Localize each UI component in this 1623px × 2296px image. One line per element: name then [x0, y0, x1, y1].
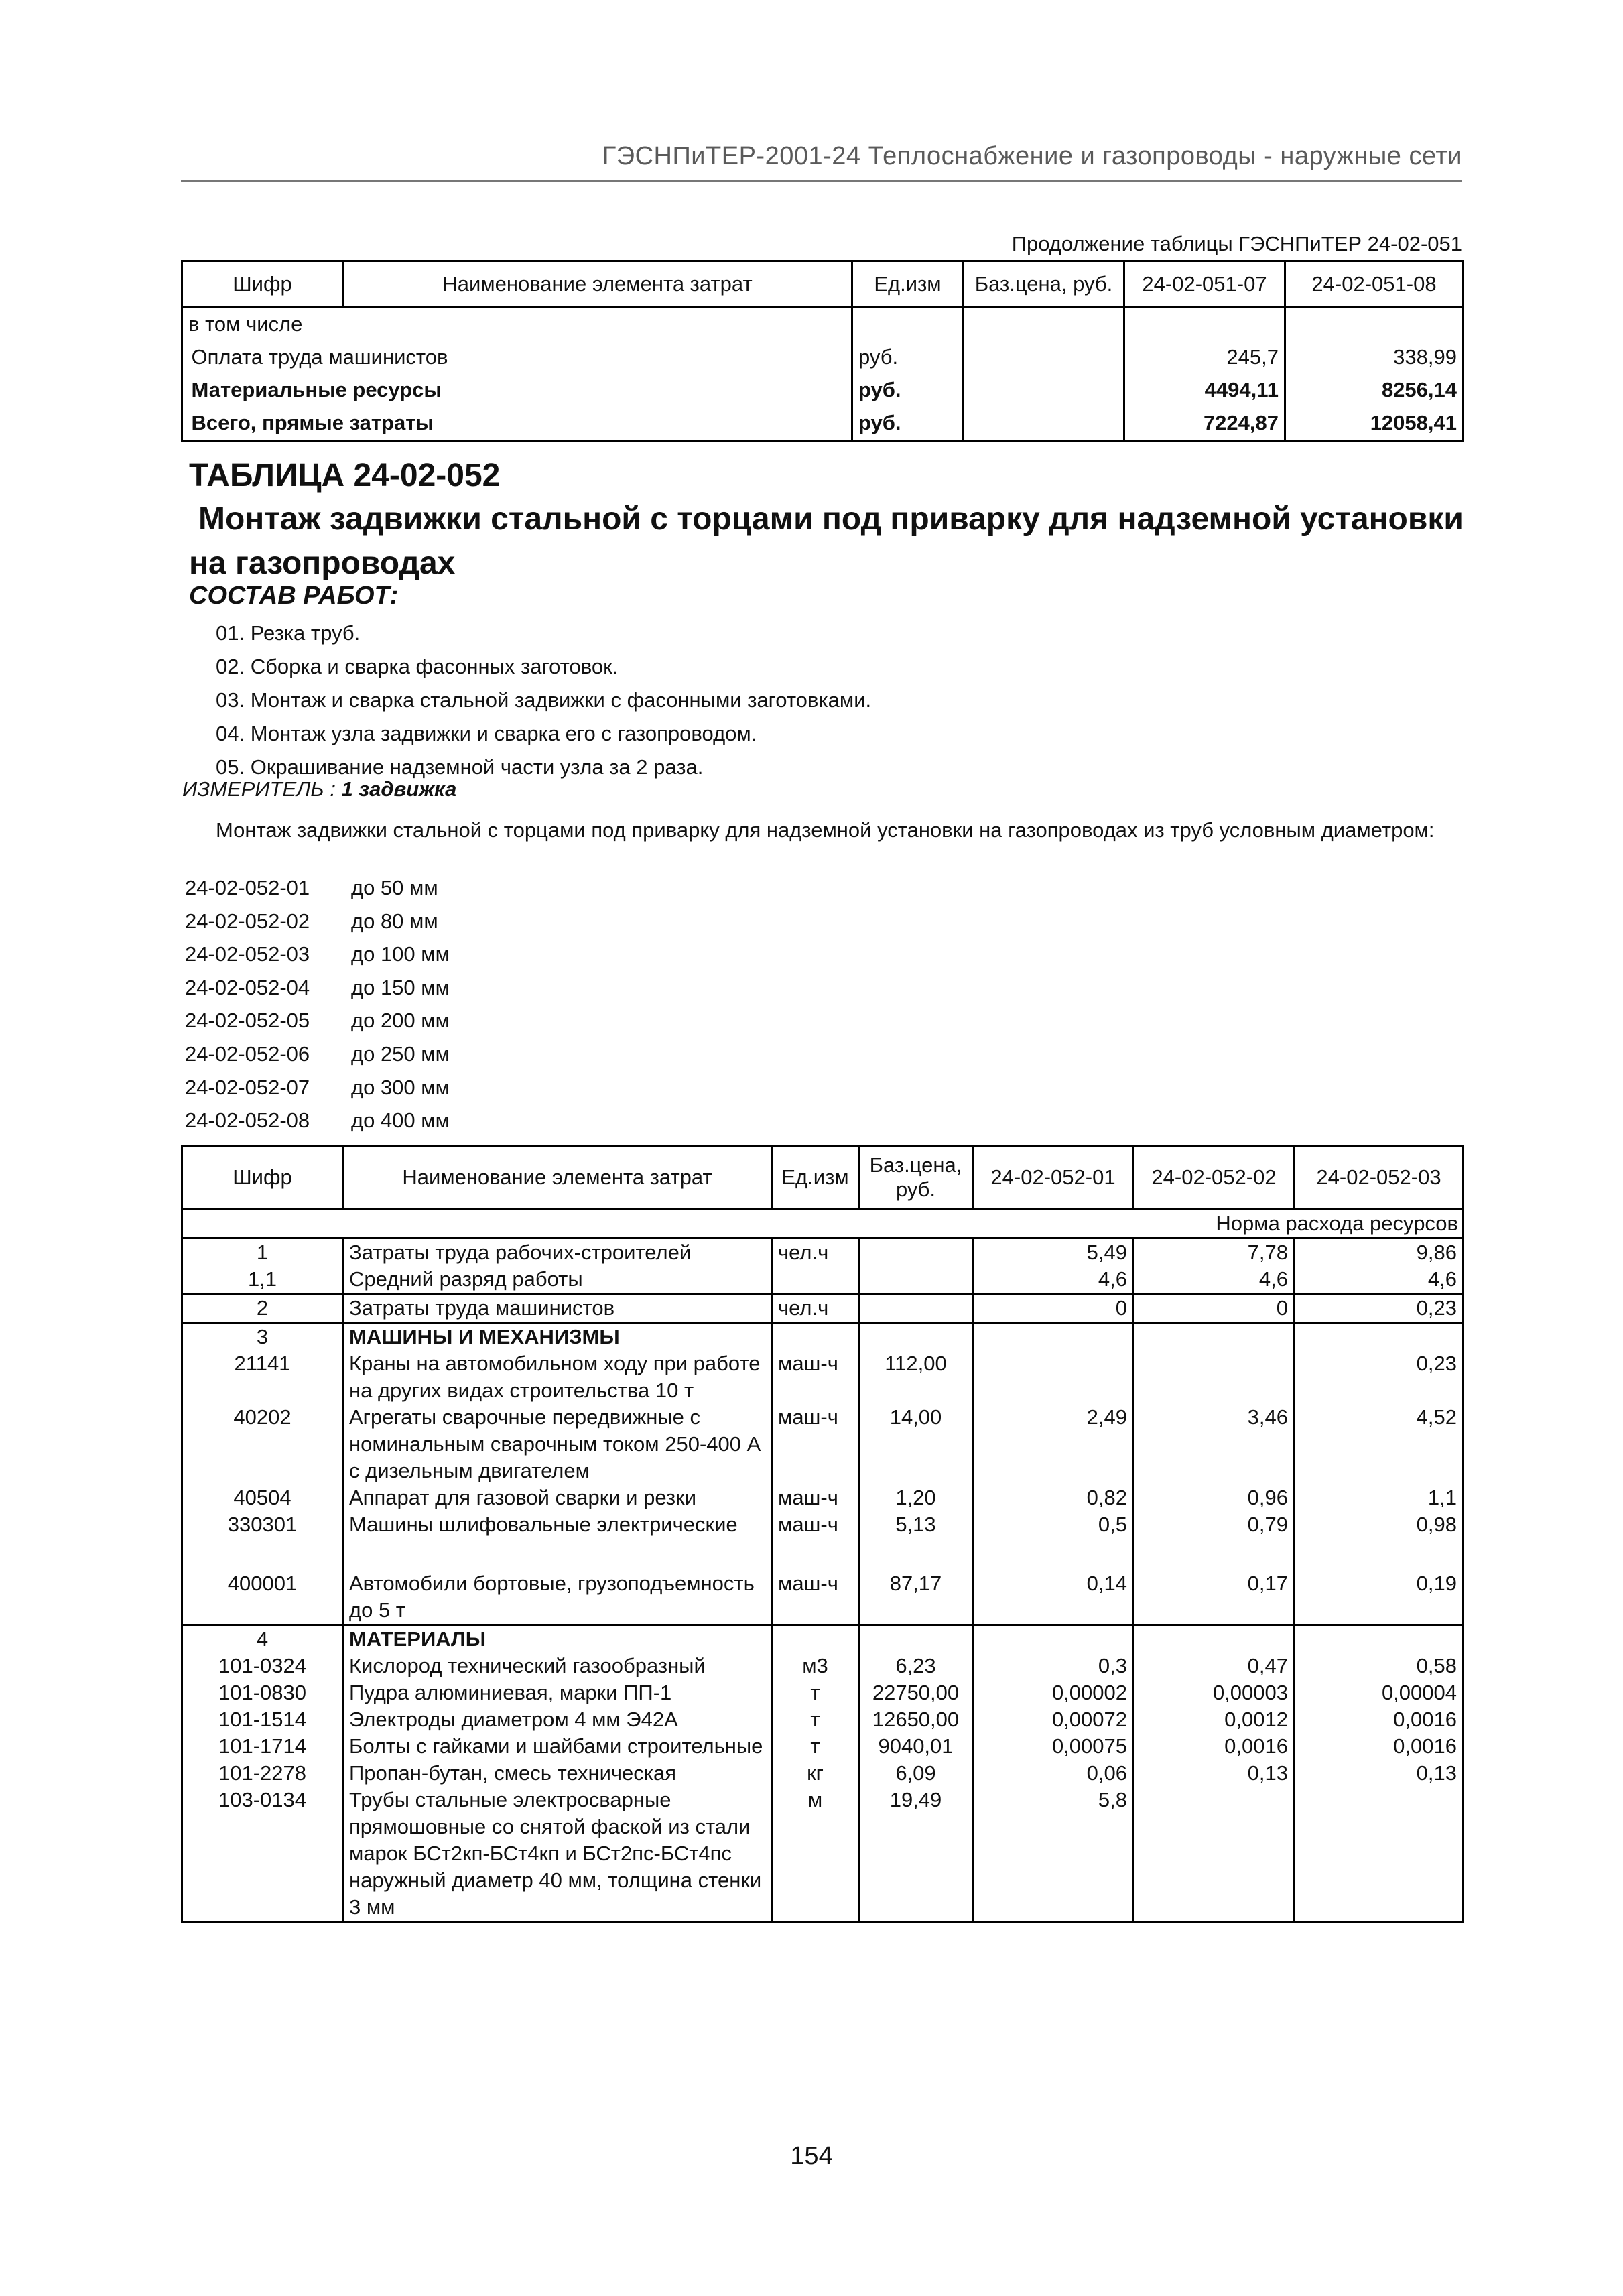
header-price: Баз.цена, руб.: [859, 1146, 973, 1210]
row-price: 6,23: [859, 1653, 973, 1679]
row-code: 101-1714: [182, 1733, 343, 1760]
row-name: Пудра алюминиевая, марки ПП-1: [343, 1679, 772, 1706]
row-value-01: 5,49: [973, 1238, 1134, 1267]
norma-label: Норма расхода ресурсов: [182, 1210, 1464, 1238]
header-col-07: 24-02-051-07: [1124, 261, 1285, 308]
table-title: ТАБЛИЦА 24-02-052: [189, 458, 501, 493]
row-name-text: Всего, прямые затраты: [191, 411, 434, 434]
row-value-02: [1134, 1323, 1295, 1351]
code-list: [185, 871, 450, 1137]
meter-label: ИЗМЕРИТЕЛЬ :: [182, 777, 336, 801]
page-number: 154: [790, 2142, 833, 2170]
row-value-08: 8256,14: [1285, 374, 1464, 407]
table-row: [182, 1511, 1464, 1570]
row-unit: т: [772, 1679, 859, 1706]
work-item: 02. Сборка и сварка фасонных заготовок.: [216, 655, 619, 678]
code-desc: до 150 мм: [351, 975, 450, 999]
header-col-01: 24-02-052-01: [973, 1146, 1134, 1210]
row-value-01: 0,5: [973, 1511, 1134, 1570]
code-desc: до 50 мм: [351, 876, 438, 899]
table-row: [182, 1404, 1464, 1484]
row-value-03: 0,58: [1295, 1653, 1464, 1679]
row-price: [859, 1294, 973, 1323]
header-unit: Ед.изм: [852, 261, 964, 308]
row-code: 40202: [182, 1404, 343, 1484]
row-name: [191, 374, 852, 407]
header-unit: Ед.изм: [772, 1146, 859, 1210]
row-unit: т: [772, 1706, 859, 1733]
row-name: МАШИНЫ И МЕХАНИЗМЫ: [343, 1323, 772, 1351]
header-rule: [181, 180, 1462, 182]
row-unit: маш-ч: [772, 1350, 859, 1404]
row-name: МАТЕРИАЛЫ: [343, 1625, 772, 1653]
row-value-02: 0,47: [1134, 1653, 1295, 1679]
row-value-02: 0: [1134, 1294, 1295, 1323]
work-item: 05. Окрашивание надземной части узла за 2 раза.: [216, 755, 704, 779]
table-row: [182, 1570, 1464, 1625]
row-price: [964, 308, 1124, 342]
header-code: Шифр: [182, 1146, 343, 1210]
code: 24-02-052-01: [185, 876, 310, 899]
code-row: [185, 1104, 450, 1137]
row-code: 330301: [182, 1511, 343, 1570]
row-name: Кислород технический газообразный: [343, 1653, 772, 1679]
row-value-02: 0,17: [1134, 1570, 1295, 1625]
row-price: 87,17: [859, 1570, 973, 1625]
row-code: 101-0324: [182, 1653, 343, 1679]
row-code: 4: [182, 1625, 343, 1653]
row-value-01: 4,6: [973, 1266, 1134, 1294]
work-item: 04. Монтаж узла задвижки и сварка его с газопроводом.: [216, 722, 757, 745]
row-code: 21141: [182, 1350, 343, 1404]
row-value-02: [1134, 1350, 1295, 1404]
row-price: 6,09: [859, 1760, 973, 1787]
row-price: 1,20: [859, 1484, 973, 1511]
row-value-08: 12058,41: [1285, 407, 1464, 441]
header-code: Шифр: [182, 261, 343, 308]
row-value-02: 3,46: [1134, 1404, 1295, 1484]
norma-row: [182, 1210, 1464, 1238]
row-unit: [772, 1323, 859, 1351]
row-value-01: [973, 1625, 1134, 1653]
code-row: [185, 1004, 450, 1037]
row-code: 1,1: [182, 1266, 343, 1294]
table-row: [182, 1294, 1464, 1323]
code: 24-02-052-05: [185, 1009, 310, 1033]
row-unit: руб.: [852, 374, 964, 407]
row-price: [859, 1323, 973, 1351]
code: 24-02-052-06: [185, 1041, 310, 1066]
row-code: 400001: [182, 1570, 343, 1625]
header-col-02: 24-02-052-02: [1134, 1146, 1295, 1210]
row-value-03: 0,13: [1295, 1760, 1464, 1787]
row-value-01: 0,00072: [973, 1706, 1134, 1733]
row-value-03: 0,0016: [1295, 1706, 1464, 1733]
header-price: Баз.цена, руб.: [964, 261, 1124, 308]
code-desc: до 400 мм: [351, 1108, 450, 1133]
row-unit: руб.: [852, 341, 964, 374]
row-price: 14,00: [859, 1404, 973, 1484]
row-unit: т: [772, 1733, 859, 1760]
intro-text: Монтаж задвижки стальной с торцами под приварку для надземной установки на газопроводах из труб условным диаметром:: [216, 818, 1435, 842]
code-desc: до 100 мм: [351, 942, 450, 966]
row-price: 112,00: [859, 1350, 973, 1404]
row-code: 101-2278: [182, 1760, 343, 1787]
row-value-03: 0,19: [1295, 1570, 1464, 1625]
row-unit: руб.: [852, 407, 964, 441]
row-unit: маш-ч: [772, 1404, 859, 1484]
row-price: [964, 374, 1124, 407]
code-desc: до 80 мм: [351, 909, 438, 933]
work-list: [216, 617, 871, 784]
row-value-02: 0,0012: [1134, 1706, 1295, 1733]
row-value-03: 4,6: [1295, 1266, 1464, 1294]
row-code: 101-1514: [182, 1706, 343, 1733]
table-row: [182, 1679, 1464, 1706]
row-price: [964, 341, 1124, 374]
row-price: 9040,01: [859, 1733, 973, 1760]
row-value-01: 5,8: [973, 1787, 1134, 1922]
row-unit: чел.ч: [772, 1294, 859, 1323]
code: 24-02-052-08: [185, 1108, 310, 1133]
row-unit: маш-ч: [772, 1484, 859, 1511]
row-code: 103-0134: [182, 1787, 343, 1922]
row-value-03: 0,00004: [1295, 1679, 1464, 1706]
work-item: 01. Резка труб.: [216, 621, 361, 645]
top-table: [181, 260, 1464, 442]
row-price: [859, 1266, 973, 1294]
row-unit: чел.ч: [772, 1238, 859, 1267]
row-value-02: [1134, 1625, 1295, 1653]
row-value-01: 0: [973, 1294, 1134, 1323]
row-value-02: 0,0016: [1134, 1733, 1295, 1760]
row-unit: [852, 308, 964, 342]
code-desc: до 250 мм: [351, 1041, 450, 1066]
table-row: [182, 1733, 1464, 1760]
running-header: ГЭСНПиТЕР-2001-24 Теплоснабжение и газопроводы - наружные сети: [602, 142, 1462, 170]
row-unit: маш-ч: [772, 1511, 859, 1570]
row-value-01: 0,82: [973, 1484, 1134, 1511]
row-name: [191, 407, 852, 441]
row-price: 5,13: [859, 1511, 973, 1570]
row-unit: [772, 1266, 859, 1294]
header-name: Наименование элемента затрат: [343, 1146, 772, 1210]
work-composition-heading: СОСТАВ РАБОТ:: [189, 582, 399, 610]
row-value-01: [973, 1323, 1134, 1351]
row-name: Пропан-бутан, смесь техническая: [343, 1760, 772, 1787]
table-row: [182, 1266, 1464, 1294]
row-value-03: [1295, 1323, 1464, 1351]
code-row: [185, 971, 450, 1005]
code-desc: до 300 мм: [351, 1075, 450, 1099]
row-value-07: [1124, 308, 1285, 342]
row-value-01: 0,00075: [973, 1733, 1134, 1760]
row-value-01: 0,3: [973, 1653, 1134, 1679]
table-row: [182, 374, 1464, 407]
row-value-02: 0,96: [1134, 1484, 1295, 1511]
row-name-text: Оплата труда машинистов: [191, 345, 448, 369]
row-value-02: 4,6: [1134, 1266, 1295, 1294]
row-value-03: 0,98: [1295, 1511, 1464, 1570]
table-row: [182, 1787, 1464, 1922]
row-code: 2: [182, 1294, 343, 1323]
table-row: [182, 1350, 1464, 1404]
code: 24-02-052-04: [185, 975, 310, 999]
row-price: 19,49: [859, 1787, 973, 1922]
row-code: 3: [182, 1323, 343, 1351]
table-row: [182, 1484, 1464, 1511]
row-value-03: 1,1: [1295, 1484, 1464, 1511]
table-row: [182, 407, 1464, 441]
row-name: в том числе: [188, 312, 303, 336]
row-price: [859, 1625, 973, 1653]
continuation-caption: Продолжение таблицы ГЭСНПиТЕР 24-02-051: [1011, 232, 1462, 255]
row-unit: м: [772, 1787, 859, 1922]
header-col-08: 24-02-051-08: [1285, 261, 1464, 308]
table-row: [182, 308, 1464, 342]
row-price: 12650,00: [859, 1706, 973, 1733]
row-unit: [772, 1625, 859, 1653]
row-unit: кг: [772, 1760, 859, 1787]
row-name-text: Материальные ресурсы: [191, 378, 442, 401]
meter: [182, 777, 456, 802]
row-value-07: 4494,11: [1124, 374, 1285, 407]
row-unit: маш-ч: [772, 1570, 859, 1625]
row-value-03: 4,52: [1295, 1404, 1464, 1484]
code: 24-02-052-02: [185, 909, 310, 933]
meter-value: 1 задвижка: [341, 777, 457, 801]
code-row: [185, 1071, 450, 1104]
row-code: 1: [182, 1238, 343, 1267]
row-value-01: 0,06: [973, 1760, 1134, 1787]
row-code: 40504: [182, 1484, 343, 1511]
row-value-08: [1285, 308, 1464, 342]
row-value-01: 0,14: [973, 1570, 1134, 1625]
code-row: [185, 871, 450, 905]
table-row: [182, 341, 1464, 374]
row-value-01: [973, 1350, 1134, 1404]
row-price: [964, 407, 1124, 441]
row-name: [191, 341, 852, 374]
code: 24-02-052-07: [185, 1075, 310, 1099]
row-name: Машины шлифовальные электрические: [343, 1511, 772, 1570]
row-value-02: 0,79: [1134, 1511, 1295, 1570]
table-subtitle: Монтаж задвижки стальной с торцами под приварку для надземной установки на газопроводах: [189, 501, 1464, 581]
row-price: 22750,00: [859, 1679, 973, 1706]
header-name: Наименование элемента затрат: [343, 261, 852, 308]
row-value-01: 0,00002: [973, 1679, 1134, 1706]
row-value-02: 0,13: [1134, 1760, 1295, 1787]
table-row: [182, 1706, 1464, 1733]
table-row: [182, 1653, 1464, 1679]
row-value-03: [1295, 1787, 1464, 1922]
section-row-materials: [182, 1625, 1464, 1653]
row-value-03: 0,23: [1295, 1350, 1464, 1404]
code-row: [185, 938, 450, 971]
row-name: Краны на автомобильном ходу при работе на других видах строительства 10 т: [343, 1350, 772, 1404]
row-name: Затраты труда машинистов: [343, 1294, 772, 1323]
section-row-machines: [182, 1323, 1464, 1351]
row-name: Электроды диаметром 4 мм Э42А: [343, 1706, 772, 1733]
row-value-07: 7224,87: [1124, 407, 1285, 441]
row-name: Агрегаты сварочные передвижные с номинальным сварочным током 250-400 А с дизельным двигателем: [343, 1404, 772, 1484]
row-value-02: 7,78: [1134, 1238, 1295, 1267]
row-value-02: [1134, 1787, 1295, 1922]
row-name: Трубы стальные электросварные прямошовные со снятой фаской из стали марок БСт2кп-БСт4кп и БСт2пс-БСт4пс наружный диаметр 40 мм, толщина стенки 3 мм: [343, 1787, 772, 1922]
row-value-02: 0,00003: [1134, 1679, 1295, 1706]
row-value-01: 2,49: [973, 1404, 1134, 1484]
row-unit: м3: [772, 1653, 859, 1679]
header-col-03: 24-02-052-03: [1295, 1146, 1464, 1210]
row-value-03: 0,23: [1295, 1294, 1464, 1323]
row-name: Затраты труда рабочих-строителей: [343, 1238, 772, 1267]
code: 24-02-052-03: [185, 942, 310, 966]
row-value-03: [1295, 1625, 1464, 1653]
row-name: Средний разряд работы: [343, 1266, 772, 1294]
main-table: [181, 1145, 1464, 1923]
row-name: Болты с гайками и шайбами строительные: [343, 1733, 772, 1760]
code-desc: до 200 мм: [351, 1009, 450, 1033]
work-item: 03. Монтаж и сварка стальной задвижки с фасонными заготовками.: [216, 688, 872, 712]
table-row: [182, 1238, 1464, 1267]
table-row: [182, 1760, 1464, 1787]
row-value-03: 9,86: [1295, 1238, 1464, 1267]
row-value-08: 338,99: [1285, 341, 1464, 374]
code-row: [185, 1037, 450, 1071]
row-price: [859, 1238, 973, 1267]
row-name: Автомобили бортовые, грузоподъемность до 5 т: [343, 1570, 772, 1625]
row-value-03: 0,0016: [1295, 1733, 1464, 1760]
code-row: [185, 905, 450, 938]
row-value-07: 245,7: [1124, 341, 1285, 374]
row-code: 101-0830: [182, 1679, 343, 1706]
row-name: Аппарат для газовой сварки и резки: [343, 1484, 772, 1511]
